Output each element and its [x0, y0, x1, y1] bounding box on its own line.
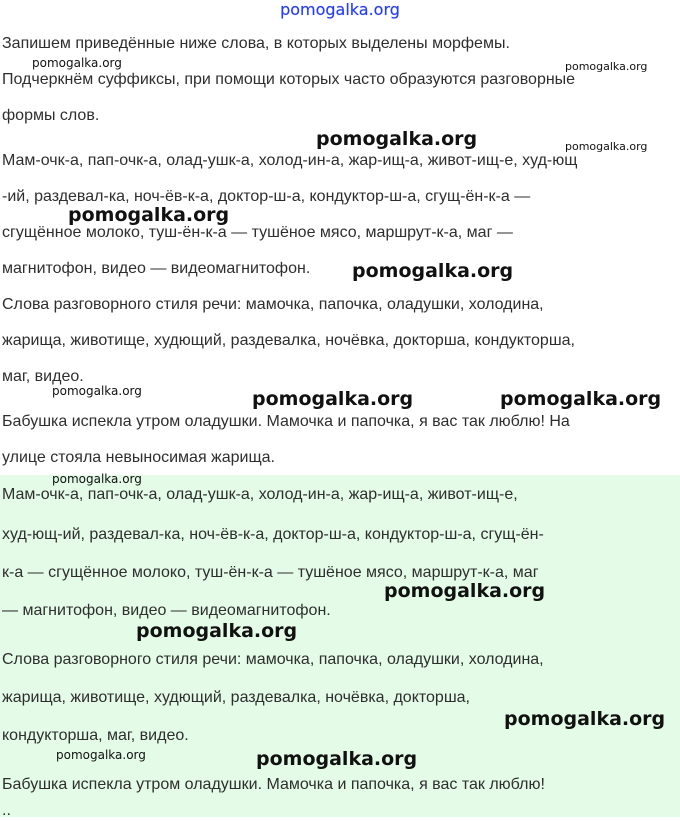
answer-morpheme-line-3: к-а — сгущённое молоко, туш-ён-к-а — тушёное мясо, маршрут-к-а, маг: [2, 564, 539, 581]
answer-morpheme-line-1: Мам-очк-а, пап-очк-а, олад-ушк-а, холод-ин-а, жар-ищ-а, живот-ищ-е,: [2, 486, 518, 503]
answer-colloquial-line-1: Слова разговорного стиля речи: мамочка, папочка, оладушки, холодина,: [2, 651, 544, 668]
watermark: pomogalka.org: [252, 388, 414, 410]
watermark: pomogalka.org: [32, 56, 122, 70]
answer-colloquial-line-3: кондукторша, маг, видео.: [2, 727, 189, 744]
site-logo[interactable]: pomogalka.org: [280, 0, 400, 19]
task-line-1: Запишем приведённые ниже слова, в которых выделены морфемы.: [2, 35, 510, 52]
morpheme-line-4: магнитофон, видео — видеомагнитофон.: [2, 260, 311, 277]
watermark: pomogalka.org: [316, 128, 478, 150]
answer-morpheme-line-2: худ-ющ-ий, раздевал-ка, ноч-ёв-к-а, доктор-ш-а, кондуктор-ш-а, сгущ-ён-: [2, 526, 544, 543]
task-line-3: формы слов.: [2, 107, 100, 124]
watermark: pomogalka.org: [352, 260, 514, 282]
sentence-line-1: Бабушка испекла утром оладушки. Мамочка и папочка, я вас так люблю! На: [2, 413, 570, 430]
colloquial-line-1: Слова разговорного стиля речи: мамочка, папочка, оладушки, холодина,: [2, 296, 544, 313]
colloquial-line-2: жарища, животище, худющий, раздевалка, ночёвка, докторша, кондукторша,: [2, 332, 575, 349]
watermark: pomogalka.org: [384, 580, 546, 602]
watermark: pomogalka.org: [136, 620, 298, 642]
task-line-2: Подчеркнём суффиксы, при помощи которых часто образуются разговорные: [2, 71, 576, 88]
watermark: pomogalka.org: [52, 384, 142, 398]
watermark: pomogalka.org: [504, 708, 666, 730]
answer-sentence-line-2: ..: [2, 802, 11, 819]
watermark: pomogalka.org: [565, 60, 648, 73]
answer-colloquial-line-2: жарища, животище, худющий, раздевалка, ночёвка, докторша,: [2, 689, 470, 706]
sentence-line-2: улице стояла невыносимая жарища.: [2, 449, 275, 466]
watermark: pomogalka.org: [68, 204, 230, 226]
watermark: pomogalka.org: [500, 388, 662, 410]
watermark: pomogalka.org: [565, 140, 648, 153]
morpheme-line-1: Мам-очк-а, пап-очк-а, олад-ушк-а, холод-ин-а, жар-ищ-а, живот-ищ-е, худ-ющ: [2, 152, 578, 169]
answer-sentence-line-1: Бабушка испекла утром оладушки. Мамочка и папочка, я вас так люблю!: [2, 776, 545, 793]
morpheme-line-2: -ий, раздевал-ка, ноч-ёв-к-а, доктор-ш-а, кондуктор-ш-а, сгущ-ён-к-а —: [2, 188, 531, 205]
morpheme-line-3: сгущённое молоко, туш-ён-к-а — тушёное мясо, маршрут-к-а, маг —: [2, 224, 513, 241]
watermark: pomogalka.org: [256, 748, 418, 770]
watermark: pomogalka.org: [52, 472, 142, 486]
watermark: pomogalka.org: [56, 748, 146, 762]
colloquial-line-3: маг, видео.: [2, 368, 84, 385]
answer-morpheme-line-4: — магнитофон, видео — видеомагнитофон.: [2, 602, 331, 619]
